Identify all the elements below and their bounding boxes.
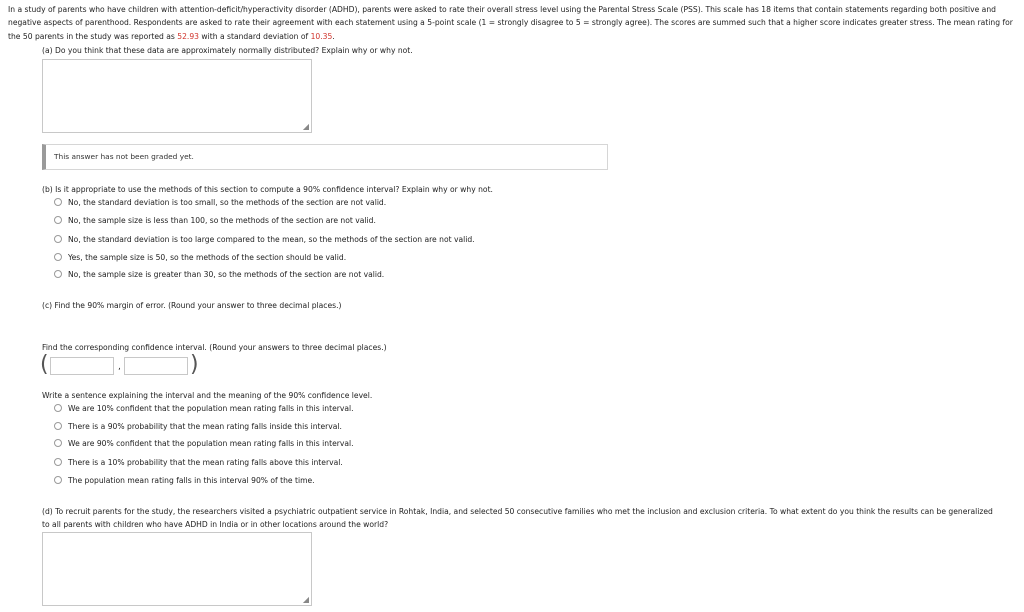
graded-notice-text: This answer has not been graded yet. [54, 152, 194, 161]
radio-icon[interactable] [54, 198, 62, 206]
option-label: No, the sample size is greater than 30, so the methods of the section are not valid. [68, 269, 385, 279]
part-d-answer-textarea[interactable] [42, 532, 312, 606]
ci-upper-input[interactable] [124, 357, 188, 375]
part-b-option[interactable] [54, 233, 475, 245]
option-label: The population mean rating falls in this interval 90% of the time. [68, 475, 315, 485]
part-c-option[interactable] [54, 437, 354, 449]
resize-grip-icon[interactable]: ◢ [302, 595, 309, 604]
radio-icon[interactable] [54, 476, 62, 484]
mean-value: 52.93 [177, 31, 200, 41]
problem-statement [8, 3, 1014, 43]
radio-icon[interactable] [54, 270, 62, 278]
graded-notice [42, 144, 608, 170]
part-a-question: (a) Do you think that these data are approximately normally distributed? Explain why or why not. [42, 46, 413, 55]
resize-grip-icon[interactable]: ◢ [302, 122, 309, 131]
part-b-option[interactable] [54, 268, 384, 280]
part-c-option[interactable] [54, 456, 343, 468]
option-label: We are 90% confident that the population mean rating falls in this interval. [68, 438, 354, 448]
radio-icon[interactable] [54, 458, 62, 466]
option-label: Yes, the sample size is 50, so the methods of the section should be valid. [68, 252, 347, 262]
radio-icon[interactable] [54, 422, 62, 430]
sd-value: 10.35 [310, 31, 333, 41]
radio-icon[interactable] [54, 216, 62, 224]
radio-icon[interactable] [54, 253, 62, 261]
part-b-option[interactable] [54, 196, 386, 208]
ci-lower-input[interactable] [50, 357, 114, 375]
part-b-option[interactable] [54, 214, 376, 226]
part-b-question: (b) Is it appropriate to use the methods of this section to compute a 90% confidence interval? Explain why or why not. [42, 185, 493, 194]
part-d-question: (d) To recruit parents for the study, the researchers visited a psychiatric outpatient service in Rohtak, India, and selected 50 consecutive families who met the inclusion and exclusion criteria. To what extent do you think the results can be generalized to all parents with children who have ADHD in India or in other locations around the world? [42, 507, 993, 529]
part-c-question: (c) Find the 90% margin of error. (Round your answer to three decimal places.) [42, 301, 342, 310]
ci-question: Find the corresponding confidence interval. (Round your answers to three decimal places.) [42, 343, 387, 352]
ci-close-paren: ) [190, 352, 199, 377]
radio-icon[interactable] [54, 404, 62, 412]
option-label: We are 10% confident that the population mean rating falls in this interval. [68, 403, 354, 413]
option-label: There is a 90% probability that the mean rating falls inside this interval. [68, 421, 342, 431]
part-c-option[interactable] [54, 474, 315, 486]
option-label: No, the standard deviation is too large compared to the mean, so the methods of the section are not valid. [68, 234, 475, 244]
intro-text: In a study of parents who have children with attention-deficit/hyperactivity disorder (ADHD), parents were asked to rate their overall stress level using the Parental Stress Scale (PSS). This scale has 18 items that contain statements regarding both positive and negative aspects of parenthood. Respondents are asked to rate their agreement with each statement using a 5-point scale (1 = strongly disagree to 5 = strongly agree). The scores are summed such that a higher score indicates greater stress. The mean rating for the 50 parents in the study was reported as [8, 5, 1013, 41]
ci-open-paren: ( [40, 352, 49, 377]
ci-separator: , [118, 362, 121, 372]
radio-icon[interactable] [54, 439, 62, 447]
part-b-option[interactable] [54, 251, 346, 263]
intro-text-2: with a standard deviation of [199, 31, 311, 41]
option-label: No, the standard deviation is too small, so the methods of the section are not valid. [68, 197, 387, 207]
part-c-option[interactable] [54, 420, 342, 432]
part-c-option[interactable] [54, 402, 354, 414]
sentence-question: Write a sentence explaining the interval and the meaning of the 90% confidence level. [42, 391, 373, 400]
radio-icon[interactable] [54, 235, 62, 243]
option-label: There is a 10% probability that the mean rating falls above this interval. [68, 457, 343, 467]
part-a-answer-textarea[interactable] [42, 59, 312, 133]
option-label: No, the sample size is less than 100, so the methods of the section are not valid. [68, 215, 376, 225]
intro-text-3: . [332, 31, 335, 41]
